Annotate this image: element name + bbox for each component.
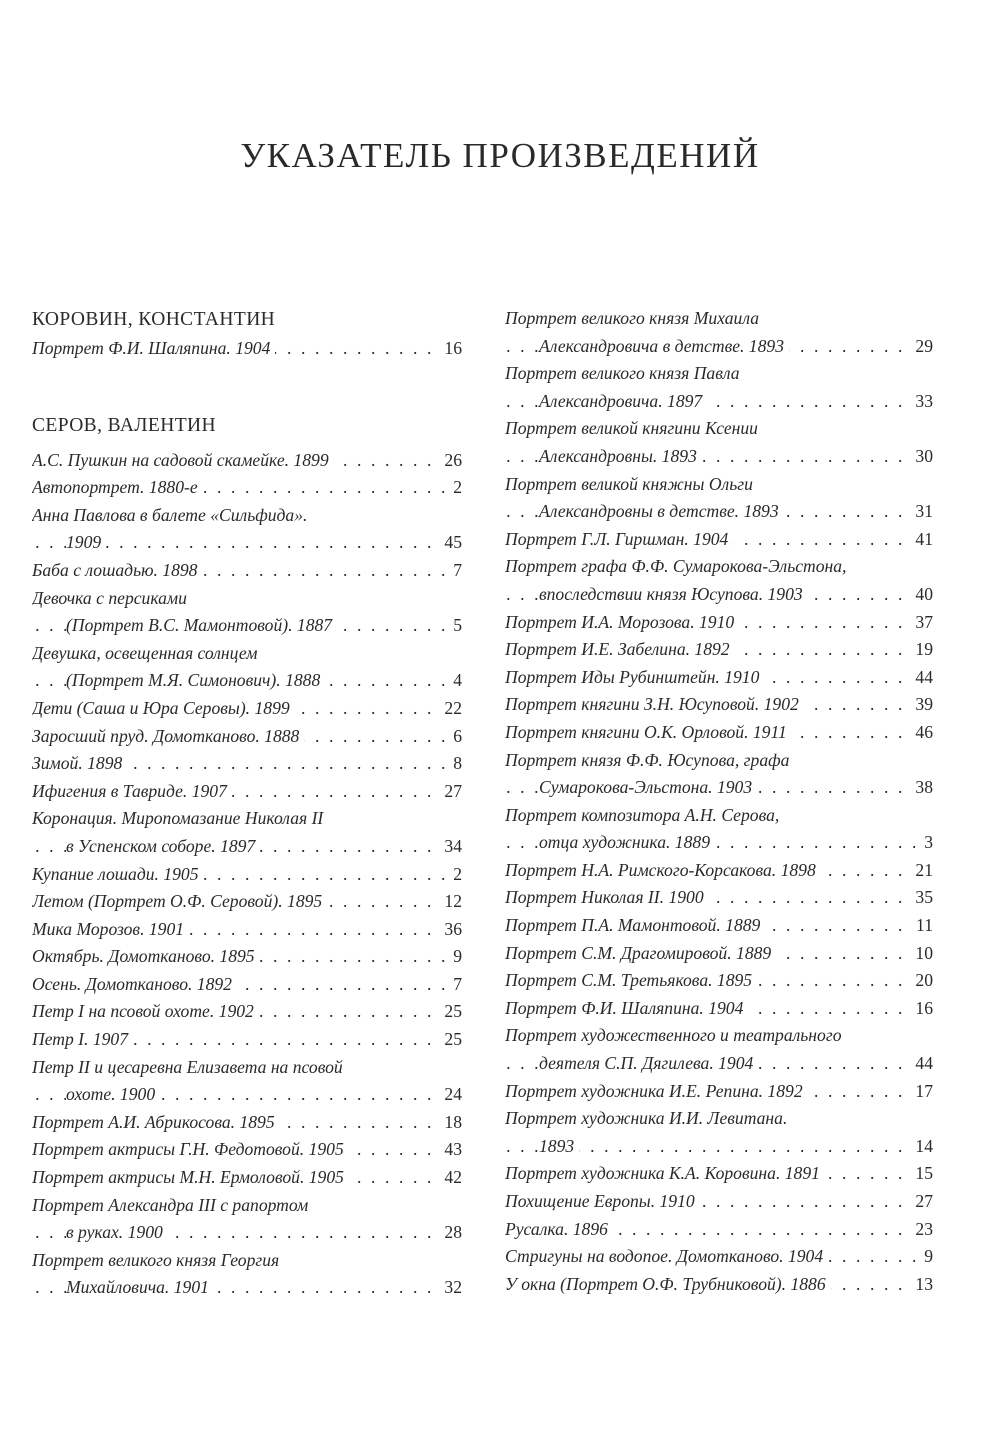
index-entry: . . . Портрет Ф.И. Шаляпина. 1904 16 xyxy=(505,995,933,1023)
index-entry: . . . Осень. Домотканово. 1892 7 xyxy=(32,971,462,999)
index-entry: . . . Баба с лошадью. 1898 7 xyxy=(32,557,462,585)
index-entry: . . . Портрет Ф.И. Шаляпина. 1904 16 xyxy=(32,335,462,363)
index-entry: . . . Портрет актрисы Г.Н. Федотовой. 1905 43 xyxy=(32,1136,462,1164)
index-entry: Портрет великого князя Павла xyxy=(505,360,933,388)
index-entry: Портрет художника И.И. Левитана. xyxy=(505,1105,933,1133)
index-entry: Петр II и цесаревна Елизавета на псовой xyxy=(32,1054,462,1082)
index-entry: Портрет Александра III с рапортом xyxy=(32,1192,462,1220)
index-entry: Портрет композитора А.Н. Серова, xyxy=(505,802,933,830)
index-column-left xyxy=(32,305,462,1302)
index-entry: . . . Портрет С.М. Драгомировой. 1889 10 xyxy=(505,940,933,968)
index-entry-continuation: . . . Александровича. 1897 33 xyxy=(505,388,933,416)
page-title: УКАЗАТЕЛЬ ПРОИЗВЕДЕНИЙ xyxy=(240,136,760,175)
index-entry: . . . Портрет художника И.Е. Репина. 1892 17 xyxy=(505,1078,933,1106)
index-entry: . . . Портрет художника К.А. Коровина. 1891 15 xyxy=(505,1160,933,1188)
index-entry-continuation: . . . отца художника. 1889 3 xyxy=(505,829,933,857)
index-entry: . . . Петр I. 1907 25 xyxy=(32,1026,462,1054)
index-entry: . . . Портрет Николая II. 1900 35 xyxy=(505,884,933,912)
index-entry: Портрет художественного и театрального xyxy=(505,1022,933,1050)
index-column-right xyxy=(505,305,933,1298)
index-entry: . . . Стригуны на водопое. Домотканово. 1904 9 xyxy=(505,1243,933,1271)
index-entry: . . . Портрет Г.Л. Гиршман. 1904 41 xyxy=(505,526,933,554)
index-entry: . . . Дети (Саша и Юра Серовы). 1899 22 xyxy=(32,695,462,723)
index-entry-continuation: . . . (Портрет М.Я. Симонович). 1888 4 xyxy=(32,667,462,695)
artist-heading-korovin: КОРОВИН, КОНСТАНТИН xyxy=(32,309,276,330)
index-entry-continuation: . . . охоте. 1900 24 xyxy=(32,1081,462,1109)
index-entry: Портрет великого князя Георгия xyxy=(32,1247,462,1275)
index-entry: . . . Зимой. 1898 8 xyxy=(32,750,462,778)
index-entry: . . . Купание лошади. 1905 2 xyxy=(32,861,462,889)
index-entry: Портрет великой княгини Ксении xyxy=(505,415,933,443)
index-entry-continuation: . . . Александровича в детстве. 1893 29 xyxy=(505,333,933,361)
index-entry: Портрет графа Ф.Ф. Сумарокова-Эльстона, xyxy=(505,553,933,581)
index-entry: . . . Портрет княгини З.Н. Юсуповой. 1902 39 xyxy=(505,691,933,719)
index-entry: Портрет великой княжны Ольги xyxy=(505,471,933,499)
index-entry: . . . Портрет А.И. Абрикосова. 1895 18 xyxy=(32,1109,462,1137)
index-entry: . . . Портрет С.М. Третьякова. 1895 20 xyxy=(505,967,933,995)
index-entry-continuation: . . . в Успенском соборе. 1897 34 xyxy=(32,833,462,861)
index-entry: Девушка, освещенная солнцем xyxy=(32,640,462,668)
index-entry: Девочка с персиками xyxy=(32,585,462,613)
index-entry-continuation: . . . в руках. 1900 28 xyxy=(32,1219,462,1247)
index-entry-continuation: . . . (Портрет В.С. Мамонтовой). 1887 5 xyxy=(32,612,462,640)
index-entry-continuation: . . . Сумарокова-Эльстона. 1903 38 xyxy=(505,774,933,802)
index-entry: . . . Портрет И.Е. Забелина. 1892 19 xyxy=(505,636,933,664)
index-entry-continuation: . . . Михайловича. 1901 32 xyxy=(32,1274,462,1302)
index-entry: . . . У окна (Портрет О.Ф. Трубниковой). 1886 13 xyxy=(505,1271,933,1299)
index-entry-continuation: . . . впоследствии князя Юсупова. 1903 40 xyxy=(505,581,933,609)
index-entry: . . . Портрет княгини О.К. Орловой. 1911 46 xyxy=(505,719,933,747)
index-entry: Портрет великого князя Михаила xyxy=(505,305,933,333)
index-entry-continuation: . . . деятеля С.П. Дягилева. 1904 44 xyxy=(505,1050,933,1078)
index-entry: . . . Ифигения в Тавриде. 1907 27 xyxy=(32,778,462,806)
index-entry: . . . Русалка. 1896 23 xyxy=(505,1216,933,1244)
index-entry: Коронация. Миропомазание Николая II xyxy=(32,805,462,833)
index-entry: . . . Портрет И.А. Морозова. 1910 37 xyxy=(505,609,933,637)
index-entry: . . . Заросший пруд. Домотканово. 1888 6 xyxy=(32,723,462,751)
artist-heading-serov: СЕРОВ, ВАЛЕНТИН xyxy=(32,414,216,436)
index-entry: . . . А.С. Пушкин на садовой скамейке. 1899 26 xyxy=(32,447,462,475)
index-entry-continuation: . . . Александровны. 1893 30 xyxy=(505,443,933,471)
index-entry: . . . Портрет актрисы М.Н. Ермоловой. 1905 42 xyxy=(32,1164,462,1192)
index-entry: Анна Павлова в балете «Сильфида». xyxy=(32,502,462,530)
index-entry: Портрет князя Ф.Ф. Юсупова, графа xyxy=(505,747,933,775)
index-entry: . . . Октябрь. Домотканово. 1895 9 xyxy=(32,943,462,971)
index-entry: . . . Мика Морозов. 1901 36 xyxy=(32,916,462,944)
index-entry: . . . Портрет Иды Рубинштейн. 1910 44 xyxy=(505,664,933,692)
index-entry-continuation: . . . Александровны в детстве. 1893 31 xyxy=(505,498,933,526)
index-entry-continuation: . . . 1893 14 xyxy=(505,1133,933,1161)
index-entry: . . . Похищение Европы. 1910 27 xyxy=(505,1188,933,1216)
index-entry: . . . Автопортрет. 1880-е 2 xyxy=(32,474,462,502)
index-entry: . . . Портрет Н.А. Римского-Корсакова. 1898 21 xyxy=(505,857,933,885)
index-entry: . . . Петр I на псовой охоте. 1902 25 xyxy=(32,998,462,1026)
index-entry-continuation: . . . 1909 45 xyxy=(32,529,462,557)
index-entry: . . . Портрет П.А. Мамонтовой. 1889 11 xyxy=(505,912,933,940)
index-entry: . . . Летом (Портрет О.Ф. Серовой). 1895 12 xyxy=(32,888,462,916)
